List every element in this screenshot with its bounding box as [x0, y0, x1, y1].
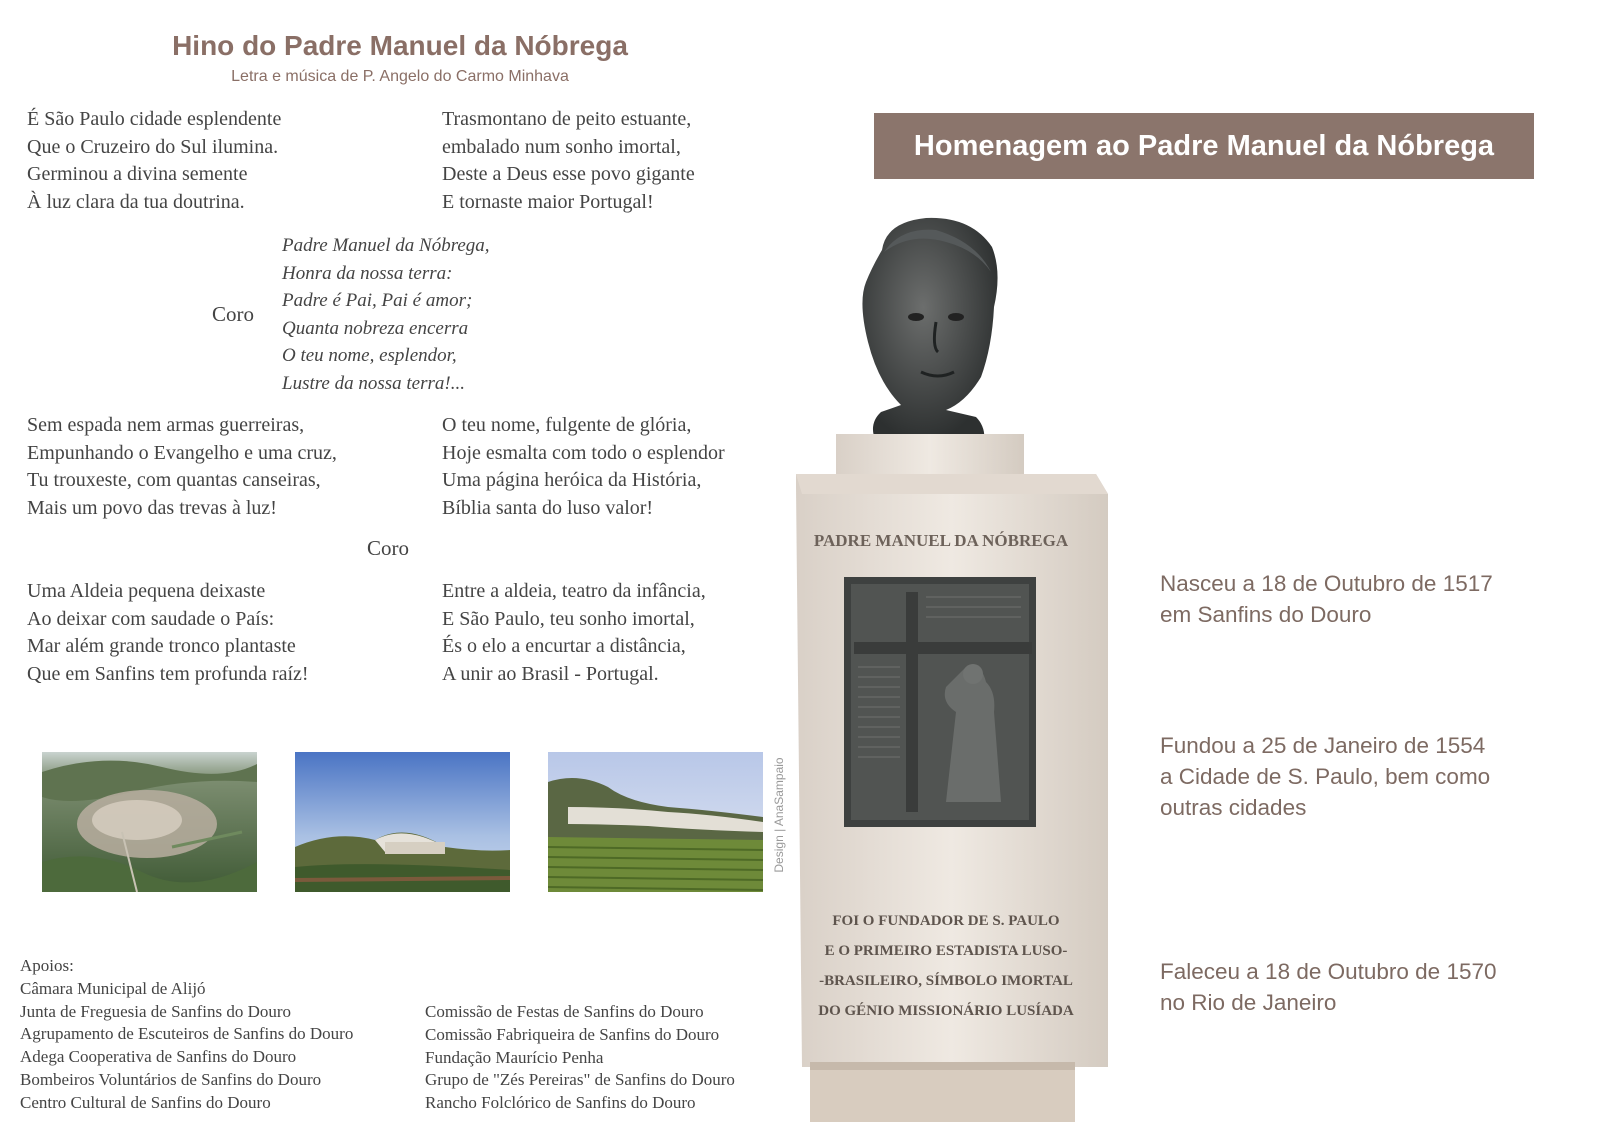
verse-line: Mar além grande tronco plantaste: [27, 635, 296, 657]
verse-line: Bíblia santa do luso valor!: [442, 496, 654, 519]
verse-line: És o elo a encurtar a distância,: [442, 635, 686, 657]
verse-line: Uma página heróica da História,: [442, 469, 702, 491]
verse-line: Sem espada nem armas guerreiras,: [27, 414, 305, 436]
verse-line: Hoje esmalta com todo o esplendor: [442, 441, 725, 464]
fact-line: em Sanfins do Douro: [1160, 602, 1372, 627]
verse-line: Trasmontano de peito estuante,: [442, 108, 692, 130]
chorus-line: Padre é Pai, Pai é amor;: [282, 290, 473, 311]
homage-banner: Homenagem ao Padre Manuel da Nóbrega: [874, 113, 1534, 179]
supporter: Rancho Folclórico de Sanfins do Douro: [425, 1093, 696, 1113]
fact-line: Faleceu a 18 de Outubro de 1570: [1160, 959, 1497, 984]
stanza-1: [27, 106, 281, 216]
supporters-list: [20, 955, 353, 1115]
chorus: [282, 232, 490, 397]
verse-line: É São Paulo cidade esplendente: [27, 108, 282, 130]
fact-birth: [1160, 568, 1580, 630]
monument-name-engraving: PADRE MANUEL DA NÓBREGA: [813, 531, 1069, 550]
inscription-line: E O PRIMEIRO ESTADISTA LUSO-: [824, 943, 1068, 959]
chorus-line: O teu nome, esplendor,: [282, 345, 457, 366]
stanza-3: [27, 412, 337, 522]
supporter: Bombeiros Voluntários de Sanfins do Douro: [20, 1069, 322, 1089]
supporter: Junta de Freguesia de Sanfins do Douro: [20, 1001, 292, 1021]
supporters-heading: Apoios:: [20, 956, 74, 975]
verse-line: Deste a Deus esse povo gigante: [442, 163, 695, 185]
fact-line: no Rio de Janeiro: [1160, 990, 1337, 1015]
chorus-line: Honra da nossa terra:: [282, 262, 453, 284]
supporter: Grupo de "Zés Pereiras" de Sanfins do Douro: [425, 1070, 735, 1090]
fact-founding: [1160, 730, 1580, 823]
supporter: Fundação Maurício Penha: [425, 1047, 604, 1067]
verse-line: Que em Sanfins tem profunda raíz!: [27, 662, 309, 685]
fact-line: Nasceu a 18 de Outubro de 1517: [1160, 571, 1493, 596]
verse-line: Ao deixar com saudade o País:: [27, 607, 275, 630]
verse-line: embalado num sonho imortal,: [442, 135, 681, 158]
supporter: Câmara Municipal de Alijó: [20, 978, 206, 998]
verse-line: Mais um povo das trevas à luz!: [27, 496, 277, 519]
supporters-list-2: [425, 1001, 735, 1115]
chorus-line: Lustre da nossa terra!...: [282, 372, 465, 394]
village-hill-photo: [295, 752, 510, 892]
fact-line: Fundou a 25 de Janeiro de 1554: [1160, 733, 1486, 758]
design-credit-text: Design | AnaSampaio: [772, 757, 786, 873]
verse-line: À luz clara da tua doutrina.: [27, 190, 245, 213]
supporter: Comissão Fabriqueira de Sanfins do Douro: [425, 1024, 720, 1044]
aerial-village-photo: [42, 752, 257, 892]
fact-line: a Cidade de S. Paulo, bem como: [1160, 764, 1491, 789]
verse-line: Entre a aldeia, teatro da infância,: [442, 580, 706, 602]
verse-line: A unir ao Brasil - Portugal.: [442, 662, 659, 685]
hymn-subtitle: Letra e música de P. Angelo do Carmo Minhava: [231, 68, 569, 85]
stanza-5: [27, 578, 309, 688]
inscription-line: FOI O FUNDADOR DE S. PAULO: [832, 913, 1060, 929]
fact-line: outras cidades: [1160, 795, 1307, 820]
verse-line: Uma Aldeia pequena deixaste: [27, 580, 266, 602]
stanza-4: [442, 412, 725, 522]
monument-photo: [796, 212, 1134, 1127]
verse-line: E São Paulo, teu sonho imortal,: [442, 607, 695, 630]
inscription-line: -BRASILEIRO, SÍMBOLO IMORTAL: [819, 973, 1073, 989]
inscription-line: DO GÉNIO MISSIONÁRIO LUSÍADA: [818, 1003, 1074, 1019]
design-credit: [772, 740, 788, 890]
verse-line: E tornaste maior Portugal!: [442, 190, 654, 213]
fact-death: [1160, 956, 1580, 1018]
chorus-label: Coro: [212, 302, 254, 326]
verse-line: Tu trouxeste, com quantas canseiras,: [27, 469, 321, 491]
supporter: Agrupamento de Escuteiros de Sanfins do Douro: [20, 1024, 354, 1044]
stanza-2: [442, 106, 695, 216]
supporter: Comissão de Festas de Sanfins do Douro: [425, 1002, 704, 1021]
supporter: Adega Cooperativa de Sanfins do Douro: [20, 1047, 297, 1067]
hymn-title: Hino do Padre Manuel da Nóbrega: [172, 30, 628, 61]
chorus-line: Padre Manuel da Nóbrega,: [282, 235, 490, 256]
verse-line: Germinou a divina semente: [27, 163, 248, 185]
verse-line: O teu nome, fulgente de glória,: [442, 414, 692, 436]
verse-line: Que o Cruzeiro do Sul ilumina.: [27, 135, 279, 158]
vineyard-village-photo: [548, 752, 763, 892]
supporter: Centro Cultural de Sanfins do Douro: [20, 1092, 271, 1112]
chorus-line: Quanta nobreza encerra: [282, 317, 469, 339]
chorus-label-2: Coro: [367, 536, 409, 560]
stanza-6: [442, 578, 706, 688]
verse-line: Empunhando o Evangelho e uma cruz,: [27, 441, 337, 464]
